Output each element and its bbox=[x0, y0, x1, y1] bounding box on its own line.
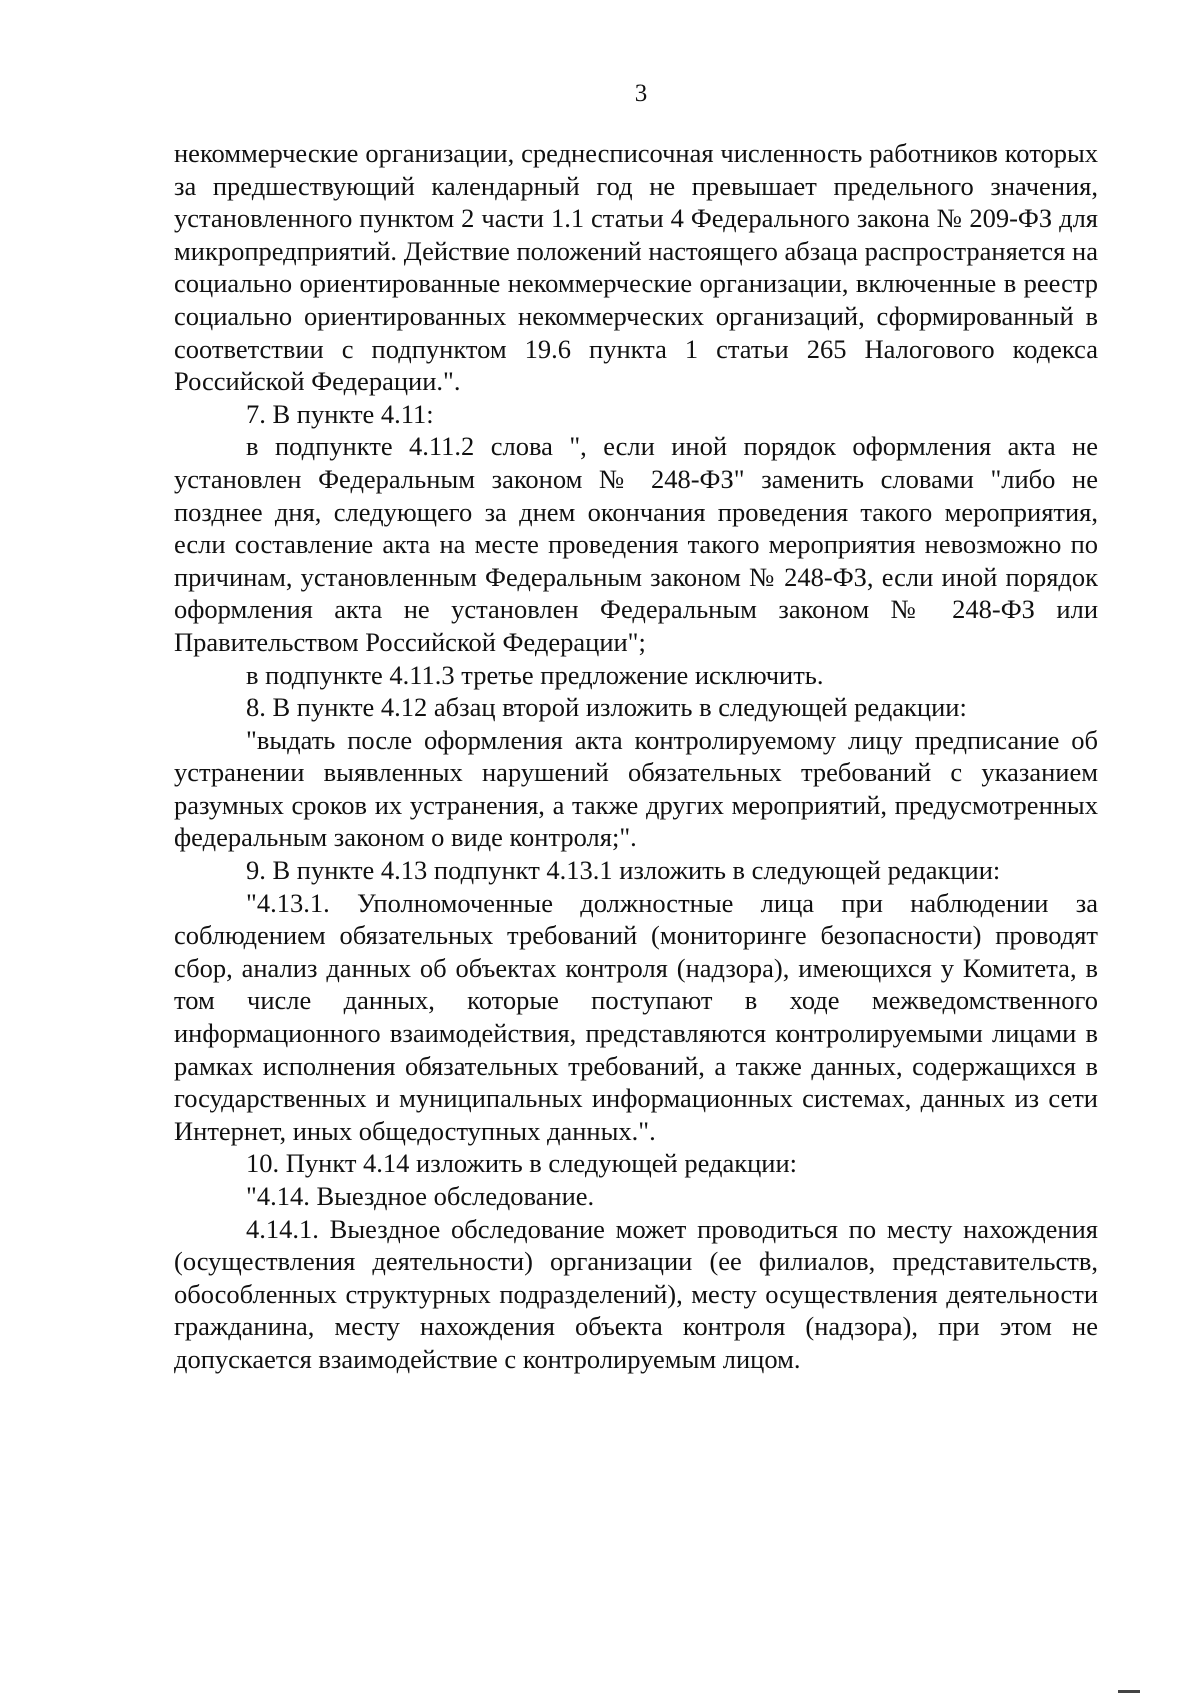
paragraph-quote-4-13-1: "4.13.1. Уполномоченные должностные лица при наблюдении за соблюдением обязательных требований (мониторинге безопасности) проводят сбор, анализ данных об объектах контроля (надзора), имеющихся у Комитета, в том числе данных, которые поступают в ходе межведомственного информационного взаимодействия, представляются контролируемыми лицами в рамках исполнения обязательных требований, а также данных, содержащихся в государственных и муниципальных информационных системах, данных из сети Интернет, иных общедоступных данных.". bbox=[174, 887, 1098, 1146]
paragraph-subitem-4-11-2: в подпункте 4.11.2 слова ", если иной порядок оформления акта не установлен Федеральным законом № 248-ФЗ" заменить словами "либо не позднее дня, следующего за днем окончания проведения такого мероприятия, если составление акта на месте проведения такого мероприятия невозможно по причинам, установленным Федеральным законом № 248-ФЗ, если иной порядок оформления акта не установлен Федеральным законом № 248-ФЗ или Правительством Российской Федерации"; bbox=[174, 431, 1098, 657]
scan-mark bbox=[1118, 1690, 1140, 1693]
paragraph-quote-4-12: "выдать после оформления акта контролируемому лицу предписание об устранении выявленных нарушений обязательных требований с указанием разумных сроков их устранения, а также других мероприятий, предусмотренных федеральным законом о виде контроля;". bbox=[174, 724, 1098, 853]
paragraph-subitem-4-11-3: в подпункте 4.11.3 третье предложение исключить. bbox=[246, 659, 824, 690]
paragraph-item-7: 7. В пункте 4.11: bbox=[246, 398, 434, 429]
page-number: 3 bbox=[634, 80, 648, 107]
document-body bbox=[174, 137, 1098, 1376]
paragraph-item-9: 9. В пункте 4.13 подпункт 4.13.1 изложить в следующей редакции: bbox=[246, 855, 1001, 886]
paragraph-continuation: некоммерческие организации, среднесписочная численность работников которых за предшествующий календарный год не превышает предельного значения, установленного пунктом 2 части 1.1 статьи 4 Федерального закона № 209-ФЗ для микропредприятий. Действие положений настоящего абзаца распространяется на социально ориентированные некоммерческие организации, включенные в реестр социально ориентированных некоммерческих организаций, сформированный в соответствии с подпунктом 19.6 пункта 1 статьи 265 Налогового кодекса Российской Федерации.". bbox=[174, 138, 1098, 397]
paragraph-heading-4-14: "4.14. Выездное обследование. bbox=[246, 1181, 595, 1211]
paragraph-item-8: 8. В пункте 4.12 абзац второй изложить в следующей редакции: bbox=[246, 692, 967, 723]
paragraph-4-14-1: 4.14.1. Выездное обследование может проводиться по месту нахождения (осуществления деятельности) организации (ее филиалов, представительств, обособленных структурных подразделений), месту осуществления деятельности гражданина, месту нахождения объекта контроля (надзора), при этом не допускается взаимодействие с контролируемым лицом. bbox=[174, 1213, 1098, 1374]
paragraph-item-10: 10. Пункт 4.14 изложить в следующей редакции: bbox=[246, 1148, 798, 1179]
